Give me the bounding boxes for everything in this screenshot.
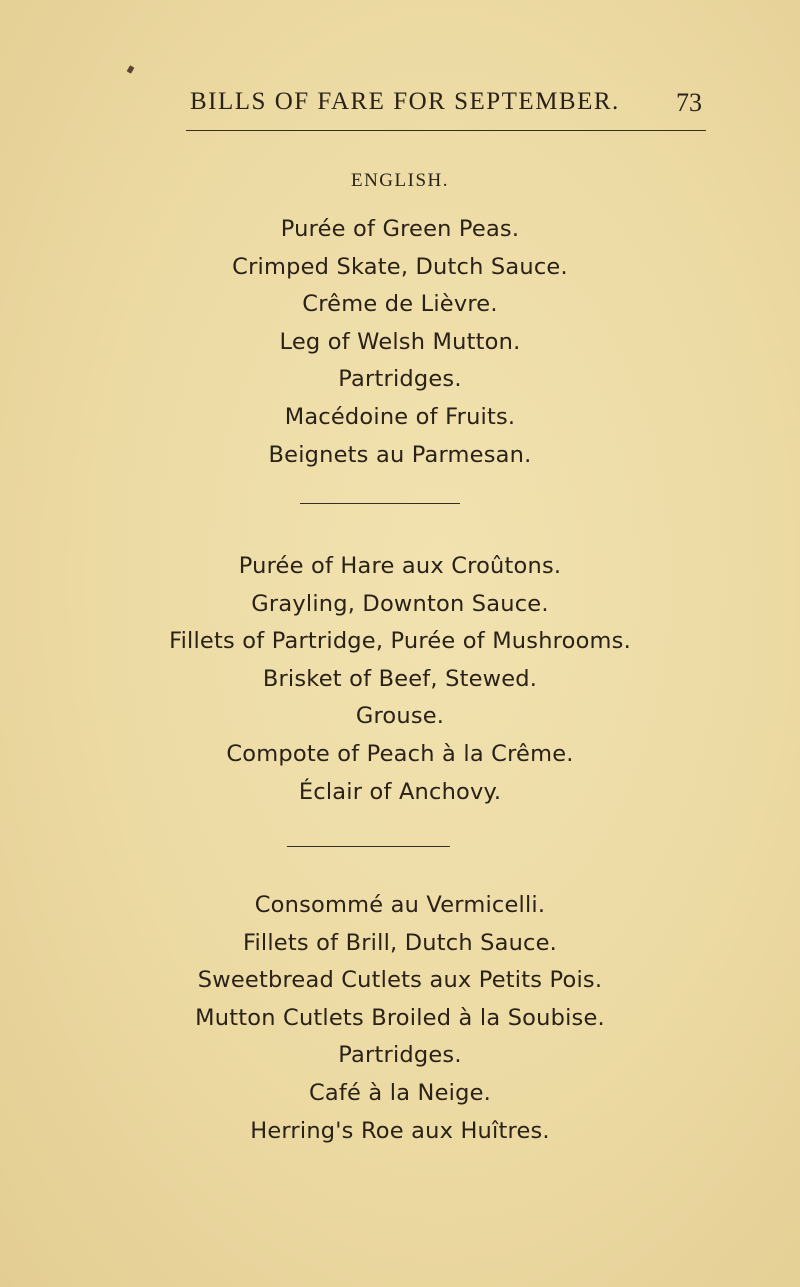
running-head [0,0,800,140]
menu-block-1 [0,211,800,474]
menu-item: Brisket of Beef, Stewed. [262,665,538,692]
menu-item: Macédoine of Fruits. [284,403,516,430]
menu-item: Beignets au Parmesan. [268,441,532,468]
menu-item: Grouse. [355,703,445,730]
menu-item: Café à la Neige. [309,1079,491,1106]
running-head-rule [186,130,706,131]
running-head-title: BILLS OF FARE FOR SEPTEMBER. [190,88,620,115]
menu-item: Fillets of Brill, Dutch Sauce. [242,929,558,956]
menu-divider [287,846,450,847]
menu-item: Purée of Green Peas. [280,216,520,242]
menu-item: Herring's Roe aux Huîtres. [250,1117,550,1144]
menu-item: Leg of Welsh Mutton. [279,328,521,355]
page-number: 73 [676,88,702,117]
menu-item: Compote of Peach à la Crême. [226,740,574,767]
menu-item: Mutton Cutlets Broiled à la Soubise. [195,1004,605,1031]
menu-item: Partridges. [338,366,462,393]
section-heading: ENGLISH. [350,170,450,191]
menu-item: Partridges. [338,1042,462,1069]
menu-block-2 [0,548,800,811]
menu-item: Crimped Skate, Dutch Sauce. [232,253,568,280]
menu-item: Consommé au Vermicelli. [254,892,546,918]
menu-block-3 [0,887,800,1150]
menu-item: Grayling, Downton Sauce. [251,590,549,617]
menu-divider [300,503,460,504]
menu-item: Sweetbread Cutlets aux Petits Pois. [197,967,603,994]
menu-item: Fillets of Partridge, Purée of Mushrooms. [169,628,631,655]
menu-item: Crême de Lièvre. [302,291,498,318]
menu-item: Éclair of Anchovy. [298,778,502,805]
menu-item: Purée of Hare aux Croûtons. [238,553,562,579]
